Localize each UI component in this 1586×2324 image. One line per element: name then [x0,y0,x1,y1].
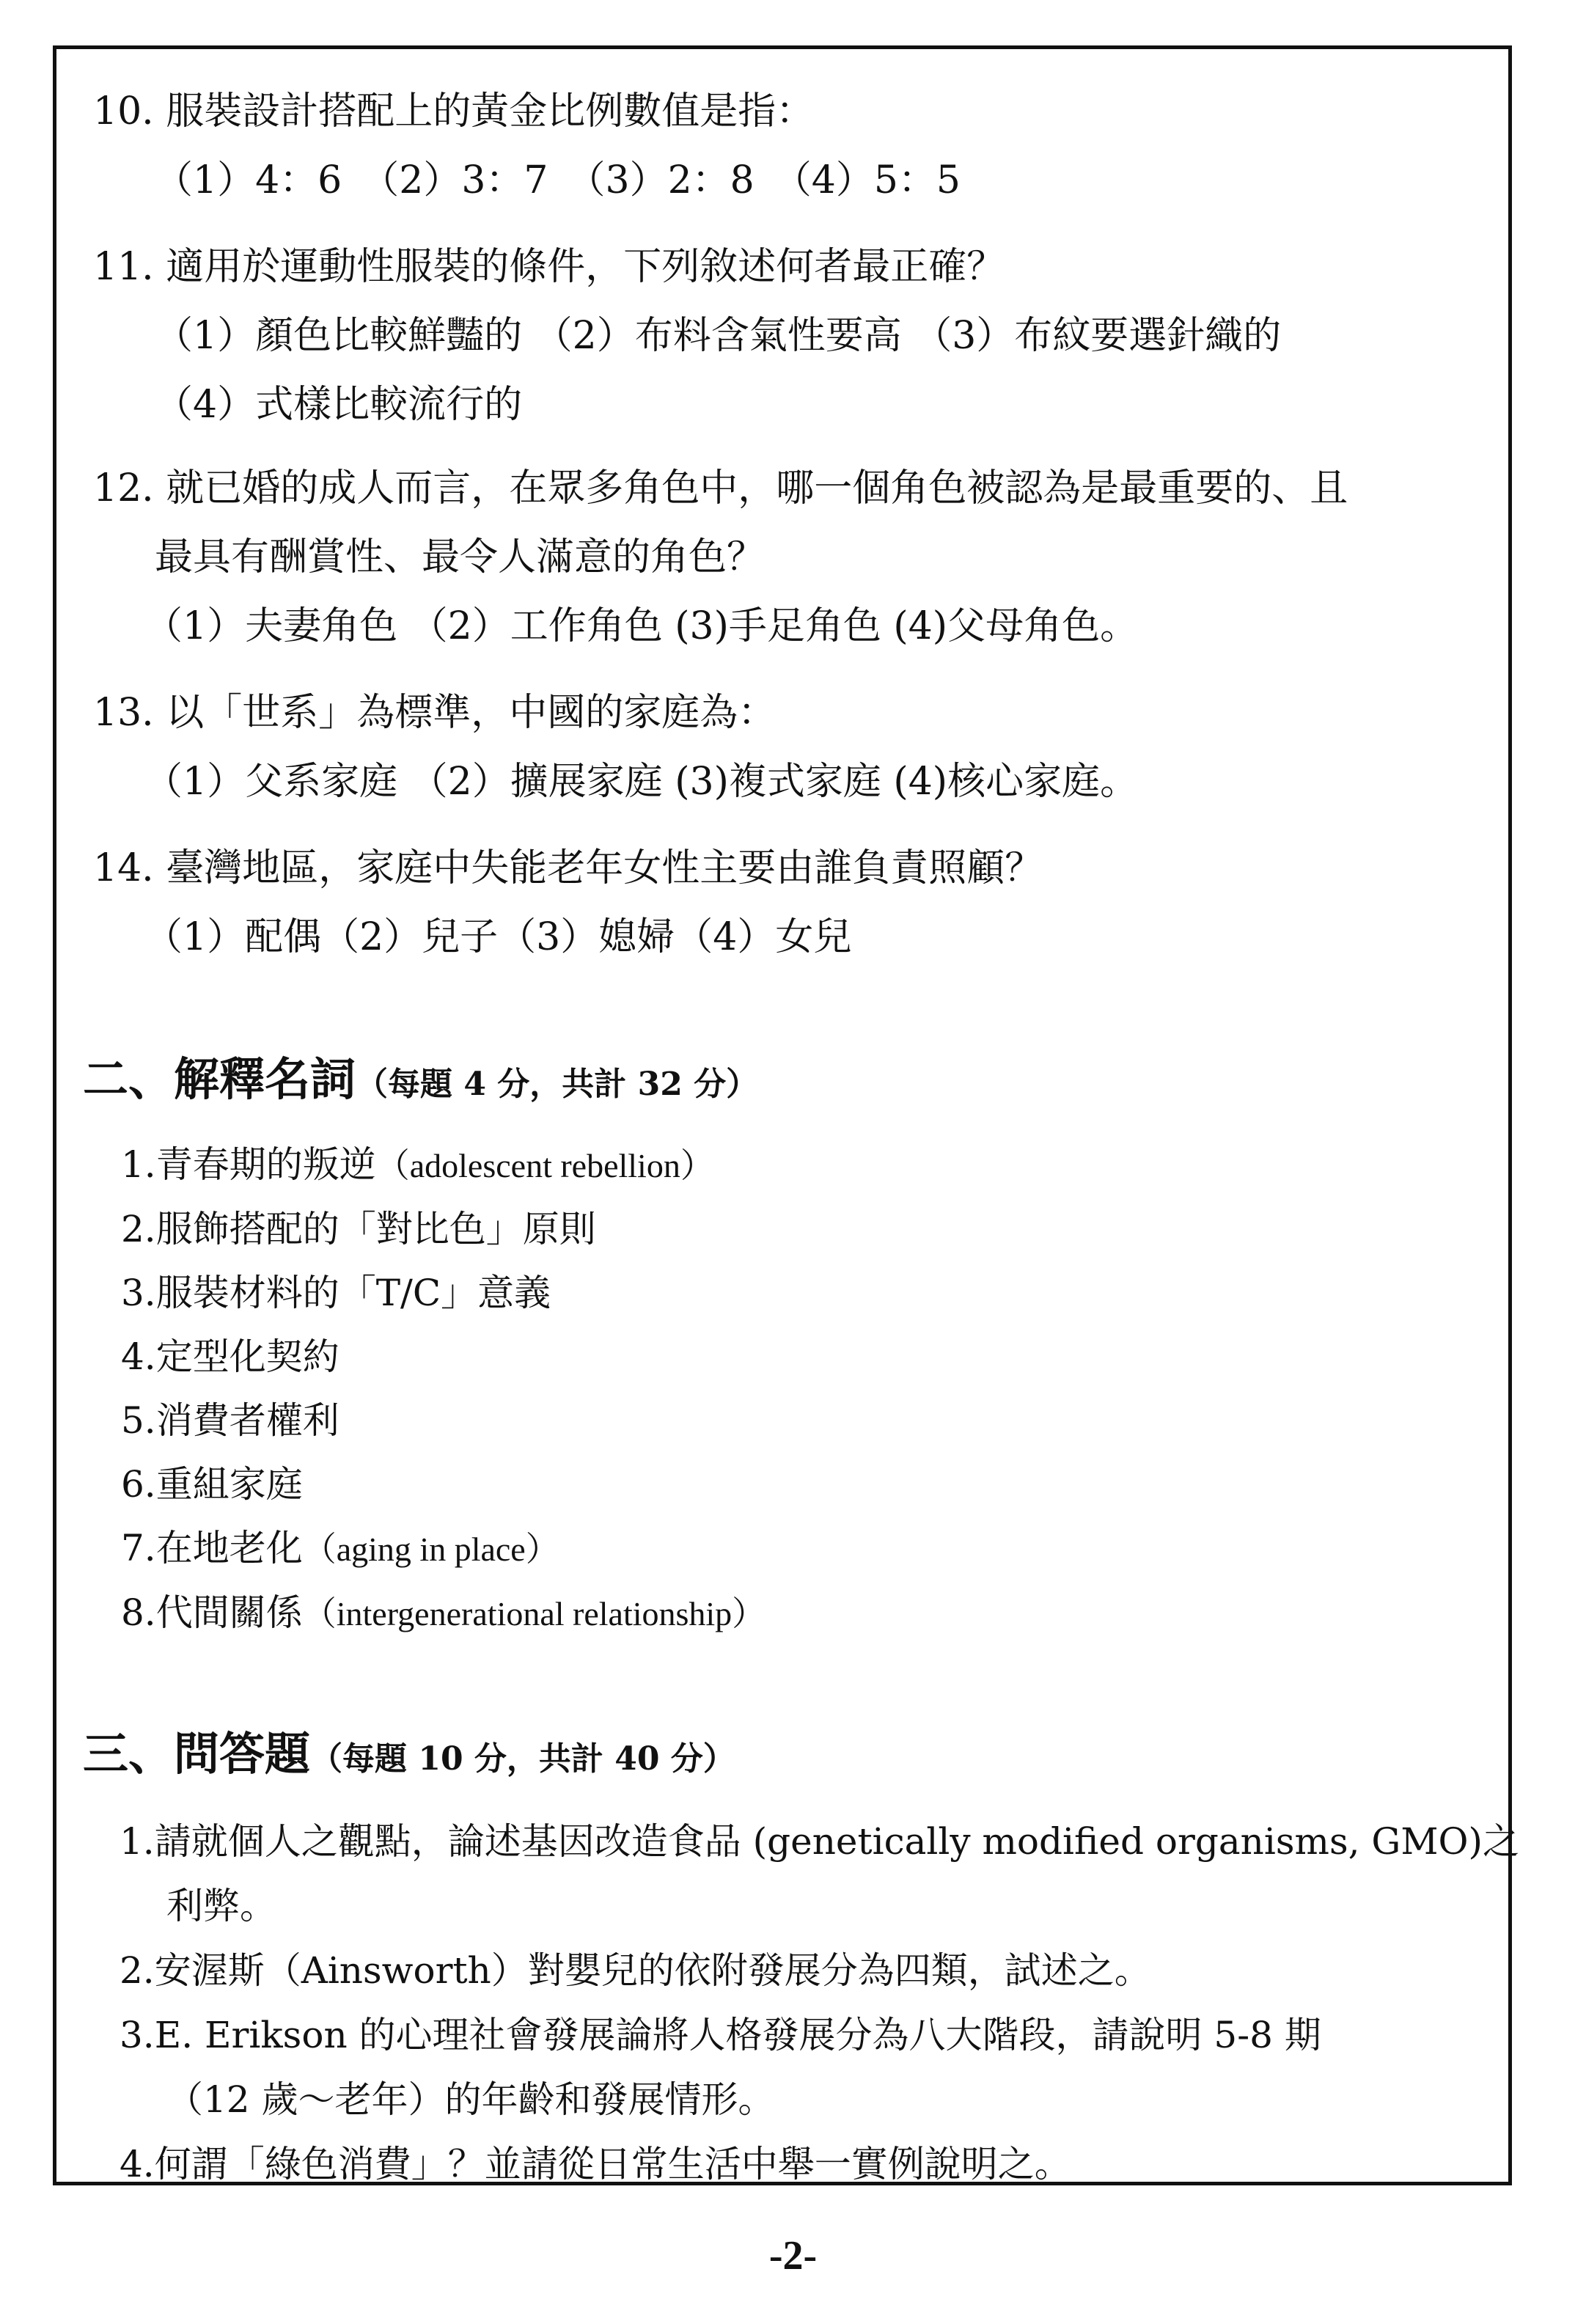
question-12 [93,454,1479,661]
question-options: （1）夫妻角色 （2）工作角色 (3)手足角色 (4)父母角色。 [144,604,1139,648]
section-3-heading [83,1718,735,1783]
list-item: 4.何謂「綠色消費」？並請從日常生活中舉一實例說明之。 [120,2143,1071,2185]
section-title: 二、解釋名詞 [83,1052,356,1106]
question-stem-continued: 最具有酬賞性、最令人滿意的角色？ [155,535,766,579]
list-item: 5.消費者權利 [121,1399,339,1442]
list-item: 4.定型化契約 [121,1335,339,1378]
question-11 [93,232,1479,439]
list-item: 6.重組家庭 [121,1463,303,1506]
question-13 [93,678,1479,816]
question-stem: 14. 臺灣地區，家庭中失能老年女性主要由誰負責照顧？ [93,846,1043,890]
list-item: 2.服飾搭配的「對比色」原則 [121,1208,596,1250]
question-stem: 11. 適用於運動性服裝的條件，下列敘述何者最正確？ [93,245,1005,289]
question-options: （1）父系家庭 （2）擴展家庭 (3)複式家庭 (4)核心家庭。 [144,760,1139,804]
question-14 [93,834,1479,972]
question-options: （1）配偶（2）兒子（3）媳婦（4）女兒 [144,915,852,959]
section-3-list [120,1809,1520,2196]
list-item: 7.在地老化（aging in place） [121,1527,559,1569]
question-stem: 10. 服裝設計搭配上的黃金比例數值是指： [93,89,815,133]
exam-frame [53,45,1520,2185]
list-item: 8.代間關係（intergenerational relationship） [121,1591,766,1634]
list-item: 1.請就個人之觀點，論述基因改造食品 (genetically modified organisms, GMO)之 利弊。 [120,1820,1520,1927]
question-stem: 12. 就已婚的成人而言，在眾多角色中，哪一個角色被認為是最重要的、且 [93,466,1348,510]
section-2-list [121,1133,1479,1646]
list-item: 3.E. Erikson 的心理社會發展論將人格發展分為八大階段，請說明 5-8 期 （12 歲～老年）的年齡和發展情形。 [120,2014,1321,2121]
page-number: -2- [768,2233,818,2279]
question-options: （4）式樣比較流行的 [155,383,523,427]
question-options: （1）顏色比較鮮豔的 （2）布料含氣性要高 （3）布紋要選針織的 [155,314,1282,358]
section-title: 三、問答題 [83,1727,311,1781]
question-options: （1）4：6 （2）3：7 （3）2：8 （4）5：5 [155,158,961,202]
list-item: 1.青春期的叛逆（adolescent rebellion） [121,1143,714,1186]
question-10 [93,77,1479,215]
list-item: 2.安渥斯（Ainsworth）對嬰兒的依附發展分為四類，試述之。 [120,1949,1151,1992]
section-note: （每題 10 分，共計 40 分） [310,1740,735,1778]
section-note: （每題 4 分，共計 32 分） [356,1066,759,1103]
question-stem: 13. 以「世系」為標準，中國的家庭為： [93,691,777,735]
list-item: 3.服裝材料的「T/C」意義 [121,1272,551,1314]
section-2-heading [83,1043,758,1108]
